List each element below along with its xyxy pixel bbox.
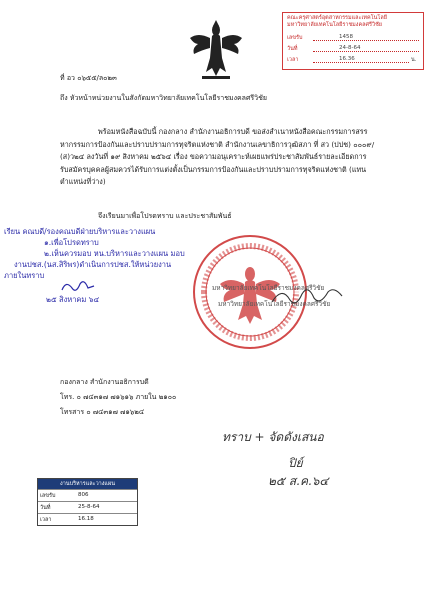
receive-stamp-date-label: วันที่ [287, 46, 298, 52]
letter-body-line3: (ส)ว๒๔ ลงวันที่ ๑๙ สิงหาคม ๒๕๖๔ เรื่อง ขอความอนุเคราะห์เผยแพร่ประชาสัมพันธ์รายละเอียดการ [60, 152, 367, 161]
receive-stamp-header-line1: คณะครุศาสตร์อุตสาหกรรมและเทคโนโลยี [287, 15, 387, 21]
routing-notes [4, 226, 185, 281]
planning-receive-stamp [37, 478, 138, 526]
planning-stamp-time-value: 16.18 [78, 516, 94, 522]
planning-stamp-time-label: เวลา [40, 517, 52, 523]
letter-body [60, 126, 390, 189]
letter-body-line2: หากรรมการป้องกันและปราบปรามการทุจริตแห่งชาติ สำนักงานเลขาธิการวุฒิสภา ที่ สว (ปปช) ๐๐๐๙/ [60, 139, 375, 149]
seal-caption-middle: มหาวิทยาลัยเทคโนโลยีราชมงคลศรีวิชัย [218, 300, 331, 308]
routing-note-line4: งานปชส.(นส.สิริพร)ดำเนินการปชส.ให้หน่วยงาน [14, 260, 172, 269]
receive-stamp-time-label: เวลา [287, 57, 299, 63]
handwritten-approval: ทราบ + จัดดังเสนอ [222, 430, 324, 444]
letter-ref-no: ที่ อว ๐๖๕๕/ล๐๒๓ [60, 74, 117, 82]
receive-stamp-no-label: เลขรับ [287, 35, 303, 41]
letter-body-line1: พร้อมหนังสือฉบับนี้ กองกลาง สำนักงานอธิการบดี ขอส่งสำเนาหนังสือคณะกรรมการสรร [98, 127, 368, 136]
planning-stamp-date-value: 25-8-64 [78, 504, 100, 510]
planning-stamp-no-label: เลขรับ [40, 493, 56, 499]
routing-note-line2: ๑.เพื่อโปรดทราบ [44, 238, 99, 247]
receive-stamp-header [283, 13, 423, 31]
receive-stamp-date-value: 24-8-64 [339, 45, 361, 51]
sender-phone: โทร. ๐ ๗๔๓๑๗ ๗๑๖๑๖ ภายใน ๒๑๐๐ [60, 393, 177, 401]
receive-stamp [282, 12, 424, 70]
routing-note-line1: เรียน คณบดี/รองคณบดีฝ่ายบริหารและวางแผน [4, 227, 156, 236]
routing-note-date: ๒๕ สิงหาคม ๖๔ [46, 295, 100, 304]
planning-stamp-time-row [38, 513, 137, 525]
letter-body-line5: ตำแหน่งที่ว่าง) [60, 177, 106, 186]
receive-stamp-no-value: 1458 [339, 34, 353, 40]
routing-note-line5: ภายในทราบ [4, 271, 45, 280]
signature-icon [268, 282, 348, 312]
sender-dept: กองกลาง สำนักงานอธิการบดี [60, 378, 149, 386]
receive-stamp-time-unit: น. [411, 57, 417, 63]
letter-closing: จึงเรียนมาเพื่อโปรดทราบ และประชาสัมพันธ์ [98, 212, 232, 220]
planning-stamp-no-value: 806 [78, 492, 89, 498]
planning-stamp-date-label: วันที่ [40, 505, 51, 511]
receive-stamp-header-line2: มหาวิทยาลัยเทคโนโลยีราชมงคลศรีวิชัย [287, 22, 383, 28]
planning-stamp-title: งานบริหารและวางแผน [38, 479, 137, 489]
handwritten-date: ๒๕ ส.ค.๖๔ [268, 474, 329, 488]
handwritten-initials: ปิย์ [288, 456, 303, 470]
seal-caption-top: มหาวิทยาลัยเทคโนโลยีราชมงคลศรีวิชัย [212, 284, 325, 292]
receive-stamp-time-value: 16.36 [339, 56, 355, 62]
letter-body-line4: รับสมัครบุคคลผู้สมควรได้รับการแต่งตั้งเป็นกรรมการป้องกันและปราบปรามการทุจริตแห่งชาติ (แทน [60, 164, 367, 174]
sender-fax: โทรสาร ๐ ๗๔๓๑๗ ๗๑๖๒๔ [60, 408, 145, 416]
routing-note-line3: ๒.เห็นควรมอบ หน.บริหารและวางแผน มอบ [44, 249, 185, 258]
planning-stamp-no-row [38, 489, 137, 501]
garuda-emblem-icon [188, 18, 244, 82]
planning-stamp-date-row [38, 501, 137, 513]
letter-to: ถึง หัวหน้าหน่วยงานในสังกัดมหาวิทยาลัยเทคโนโลยีราชมงคลศรีวิชัย [60, 94, 267, 102]
